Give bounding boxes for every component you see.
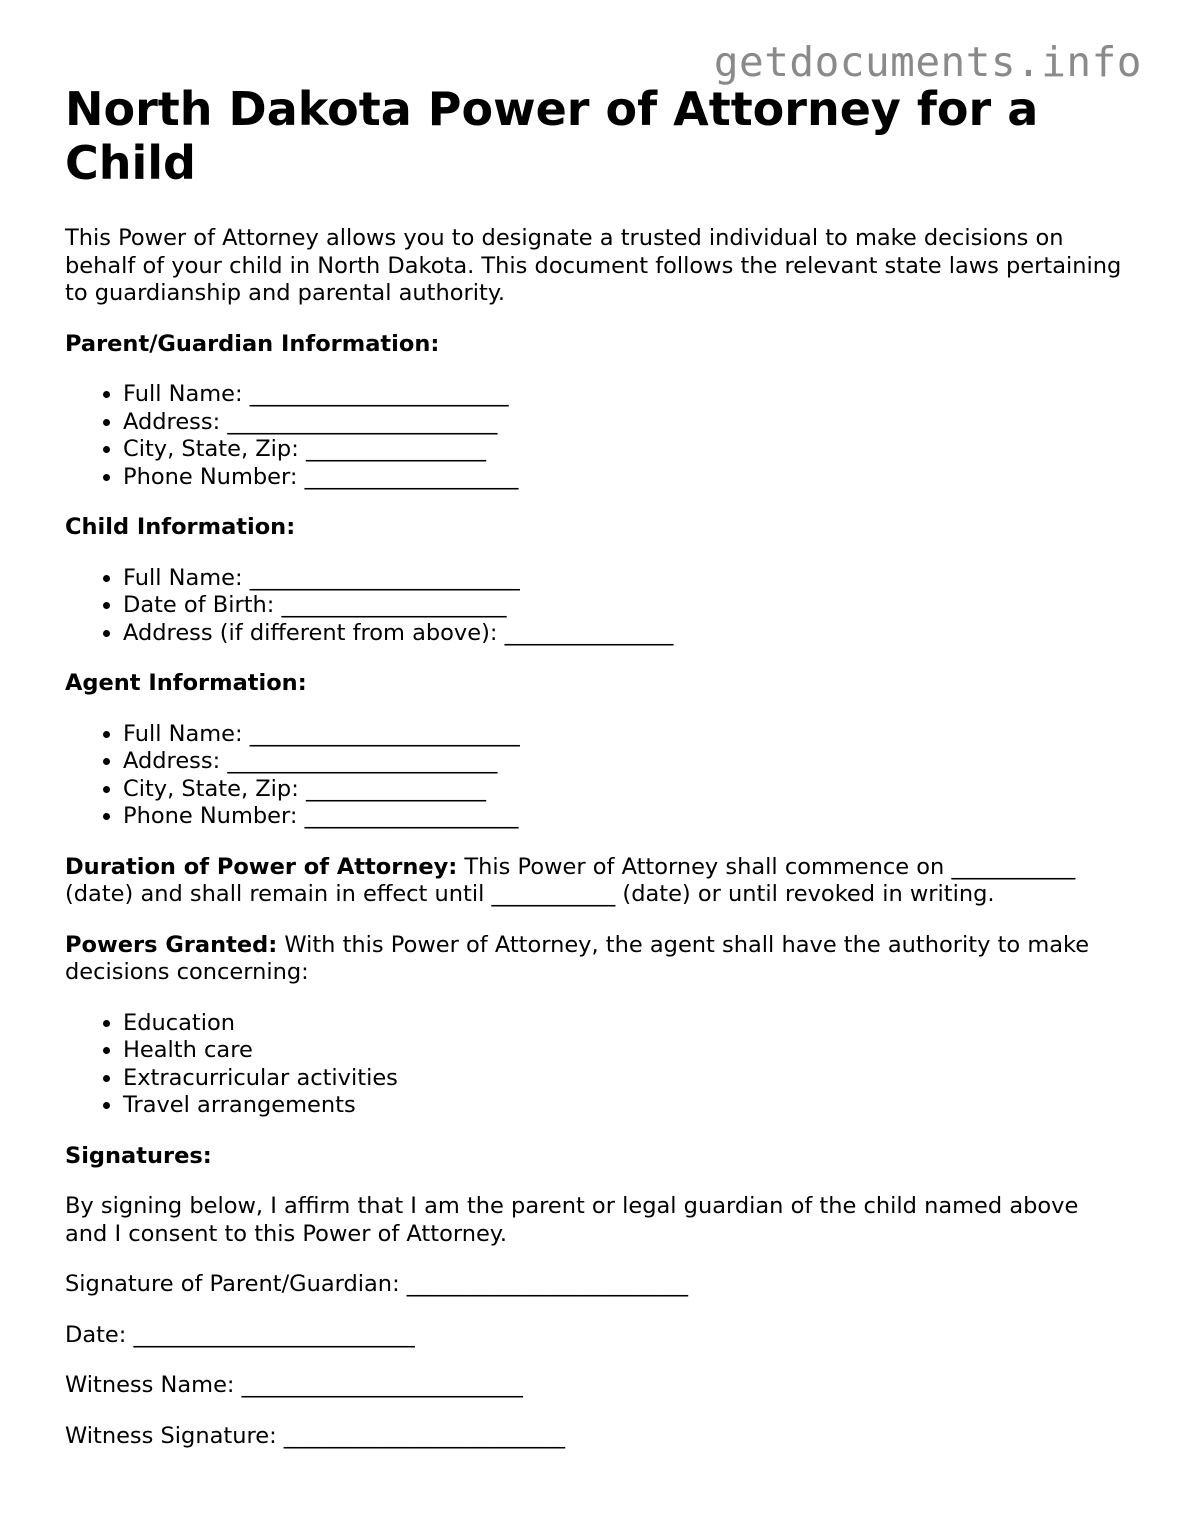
witness-signature-line: Witness Signature: _________________________ (65, 1422, 566, 1449)
parent-full-name-field: • Full Name: _______________________ (123, 381, 1125, 409)
parent-city-state-zip-field: • City, State, Zip: ________________ (123, 436, 1125, 464)
powers-label: Powers Granted: (65, 931, 278, 958)
power-item-extracurricular: • Extracurricular activities (123, 1065, 1125, 1093)
signatures-heading: Signatures: (65, 1142, 212, 1169)
agent-city-state-zip-field: • City, State, Zip: ________________ (123, 776, 1125, 804)
parent-signature-line: Signature of Parent/Guardian: _________________________ (65, 1271, 689, 1297)
child-section-heading: Child Information: (65, 514, 296, 540)
powers-paragraph (65, 932, 1125, 987)
power-item-travel: • Travel arrangements (123, 1092, 1125, 1120)
agent-full-name-field: • Full Name: ________________________ (123, 721, 1125, 749)
witness-name-line: Witness Name: _________________________ (65, 1372, 523, 1398)
child-full-name-field: • Full Name: ________________________ (123, 565, 1125, 593)
date-line: Date: _________________________ (65, 1321, 415, 1348)
agent-address-field: • Address: ________________________ (123, 748, 1125, 776)
agent-fields-list (65, 721, 1125, 831)
affirmation-paragraph: By signing below, I affirm that I am the parent or legal guardian of the child named above and I consent to this Power of Attorney. (65, 1193, 1079, 1247)
parent-fields-list (65, 381, 1125, 491)
document-body (65, 82, 1125, 1450)
duration-paragraph (65, 854, 1125, 909)
power-item-health-care: • Health care (123, 1037, 1125, 1065)
parent-address-field: • Address: ________________________ (123, 409, 1125, 437)
duration-label: Duration of Power of Attorney: (65, 853, 458, 880)
powers-list (65, 1010, 1125, 1120)
agent-section-heading: Agent Information: (65, 670, 307, 696)
parent-phone-field: • Phone Number: ___________________ (123, 464, 1125, 492)
agent-phone-field: • Phone Number: ___________________ (123, 803, 1125, 831)
child-dob-field: • Date of Birth: ____________________ (123, 592, 1125, 620)
document-title: North Dakota Power of Attorney for a Child (65, 82, 1039, 190)
power-item-education: • Education (123, 1010, 1125, 1038)
parent-section-heading: Parent/Guardian Information: (65, 330, 440, 357)
powers-text: With this Power of Attorney, the agent shall have the authority to make decisions concerning: (65, 931, 1090, 985)
watermark: getdocuments.info (713, 38, 1142, 86)
child-fields-list (65, 565, 1125, 648)
child-address-field: • Address (if different from above): _______________ (123, 620, 1125, 648)
duration-text: This Power of Attorney shall commence on ___________ (date) and shall remain in effect until ___________ (date) or until revoked in writing. (65, 853, 1076, 907)
intro-paragraph: This Power of Attorney allows you to designate a trusted individual to make decisions on behalf of your child in North Dakota. This document follows the relevant state laws pertaining to guardianship and parental authority. (65, 225, 1122, 306)
